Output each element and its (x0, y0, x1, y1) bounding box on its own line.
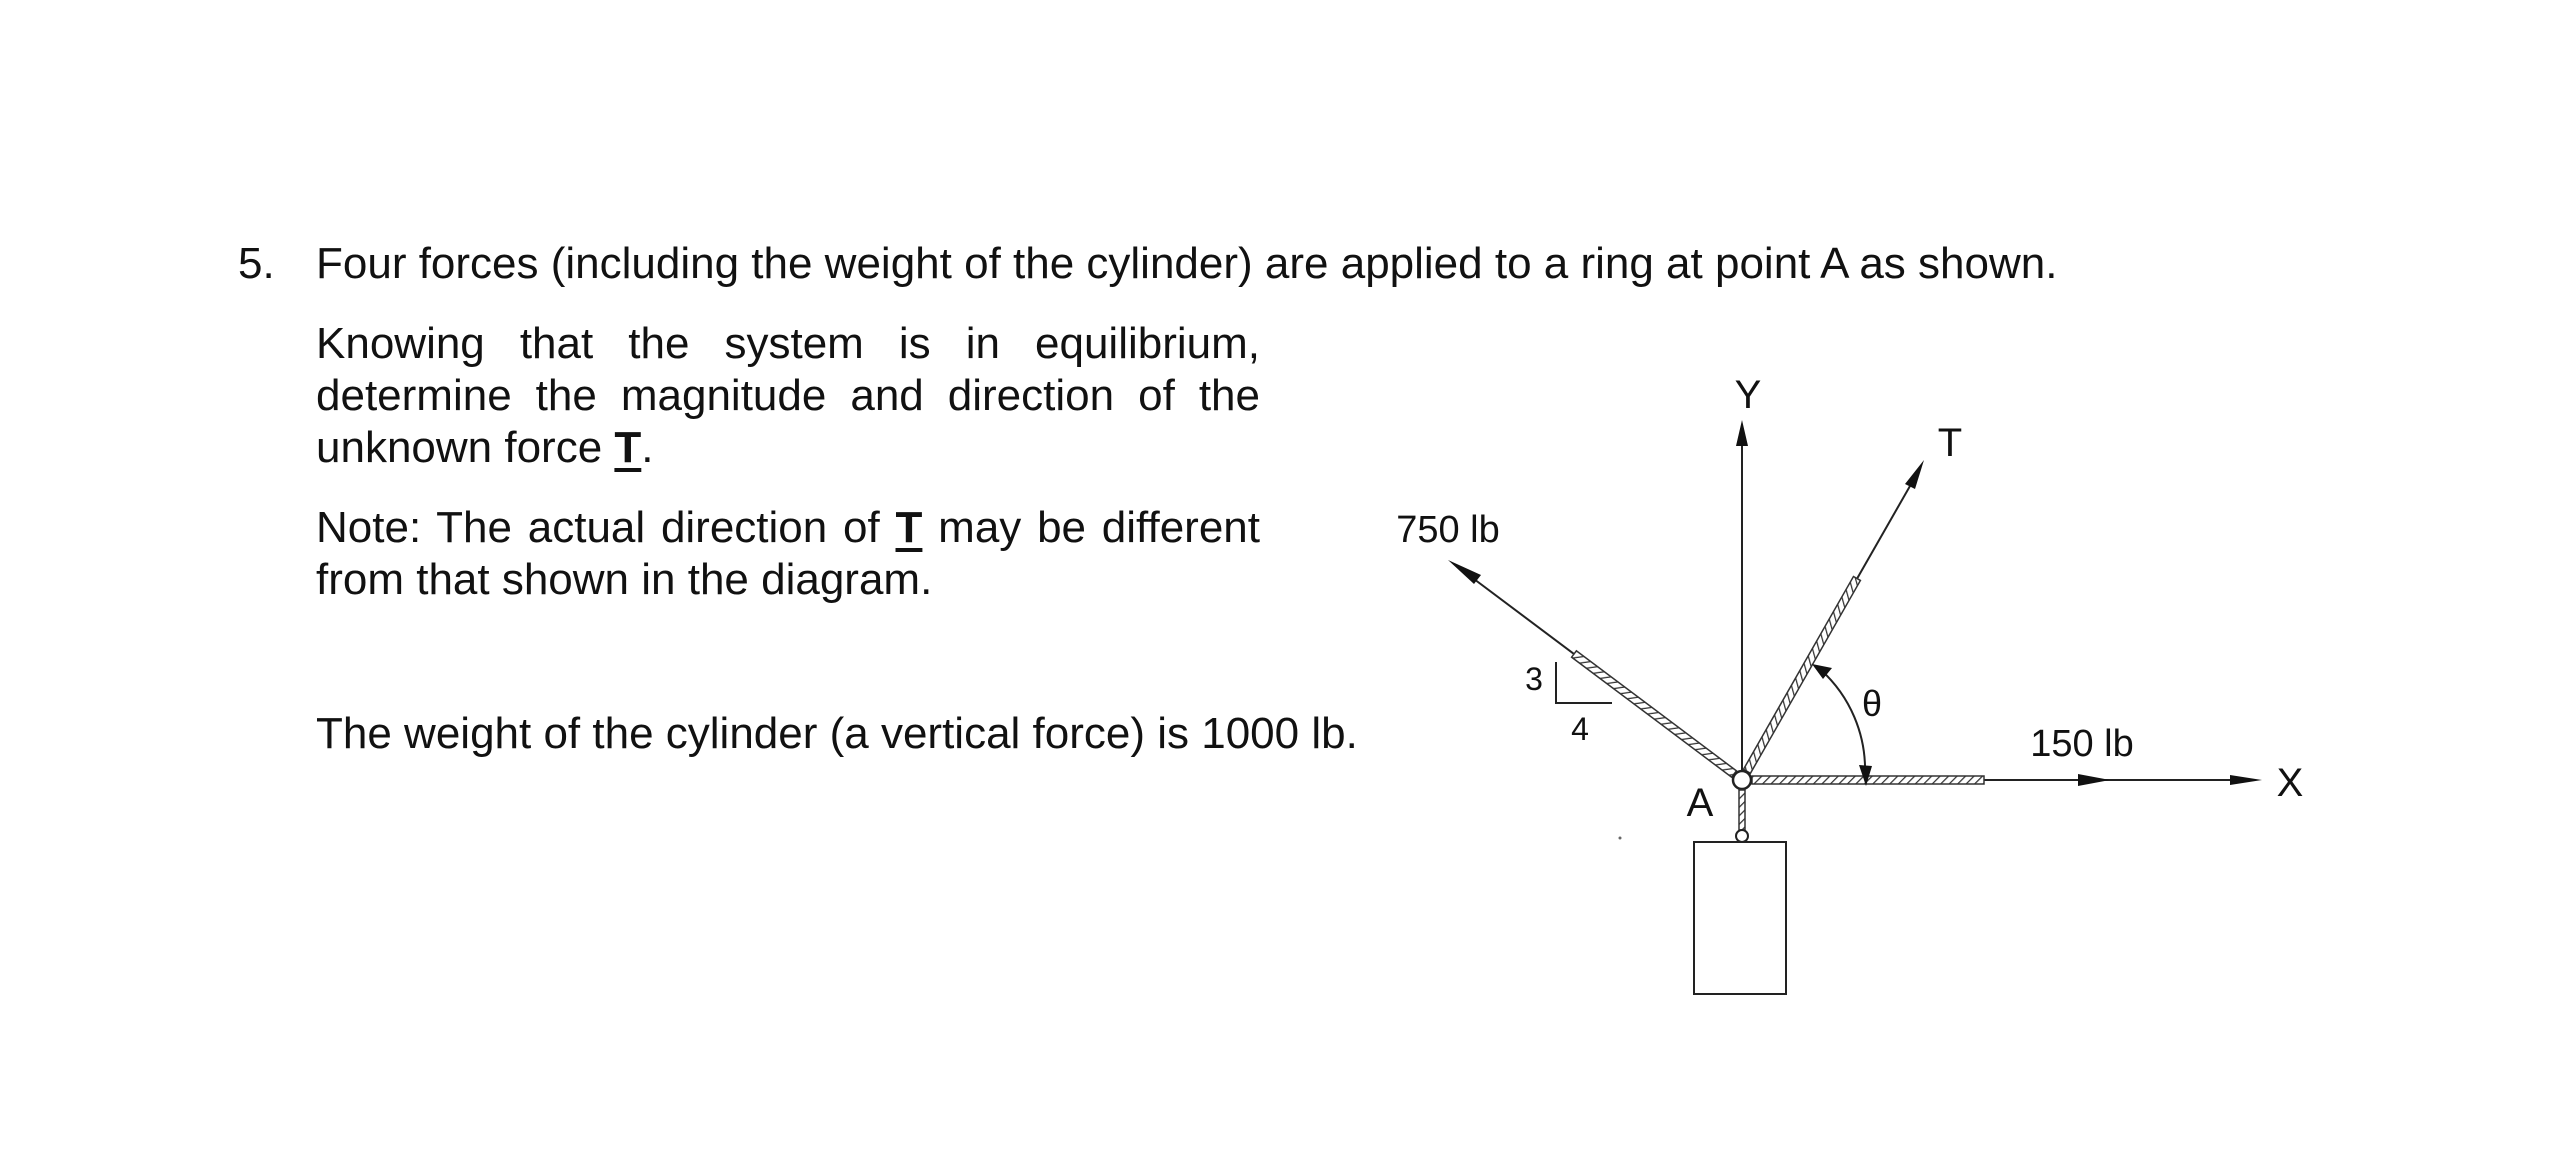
cylinder (1694, 842, 1786, 994)
ring-a (1733, 771, 1751, 789)
force-t-symbol: T (614, 423, 642, 472)
problem-statement: Four forces (including the weight of the cylinder) are applied to a ring at point A as shown. (316, 239, 2058, 288)
x-axis-label: X (2276, 761, 2304, 805)
problem-number: 5. (238, 239, 275, 288)
force-750-label: 750 lb (1396, 509, 1500, 551)
stray-dot (1619, 837, 1622, 840)
equilibrium-text: Knowing that the system is in equilibrium, determine the magnitude and direction of the unknown force (316, 319, 1260, 472)
force-150-label: 150 lb (2030, 723, 2134, 765)
y-axis-arrowhead (1736, 420, 1748, 446)
slope-run-label: 4 (1571, 711, 1589, 747)
force-150-arrowhead (2078, 774, 2110, 786)
x-axis-arrowhead (2230, 775, 2262, 785)
point-a-label: A (1686, 781, 1714, 825)
note-t-symbol: T (895, 503, 923, 552)
cable-750-lb (1572, 651, 1737, 777)
equilibrium-period: . (641, 423, 654, 472)
weight-statement: The weight of the cylinder (a vertical force) is 1000 lb. (316, 709, 1358, 758)
force-t-label: T (1937, 421, 1963, 465)
y-axis-label: Y (1734, 373, 1762, 417)
cylinder-hook (1736, 830, 1748, 842)
slope-rise-label: 3 (1525, 661, 1543, 697)
force-t-arrowhead (1905, 460, 1924, 489)
note-prefix: Note: The actual direction of (316, 503, 896, 552)
theta-arc (1821, 670, 1865, 774)
hanger-link (1739, 790, 1745, 830)
theta-label: θ (1861, 683, 1883, 724)
slope-triangle (1556, 662, 1612, 703)
note-suffix: may be different from that shown in the diagram. (316, 503, 1260, 604)
cable-t (1743, 576, 1860, 773)
force-750-arrowhead (1448, 560, 1481, 584)
